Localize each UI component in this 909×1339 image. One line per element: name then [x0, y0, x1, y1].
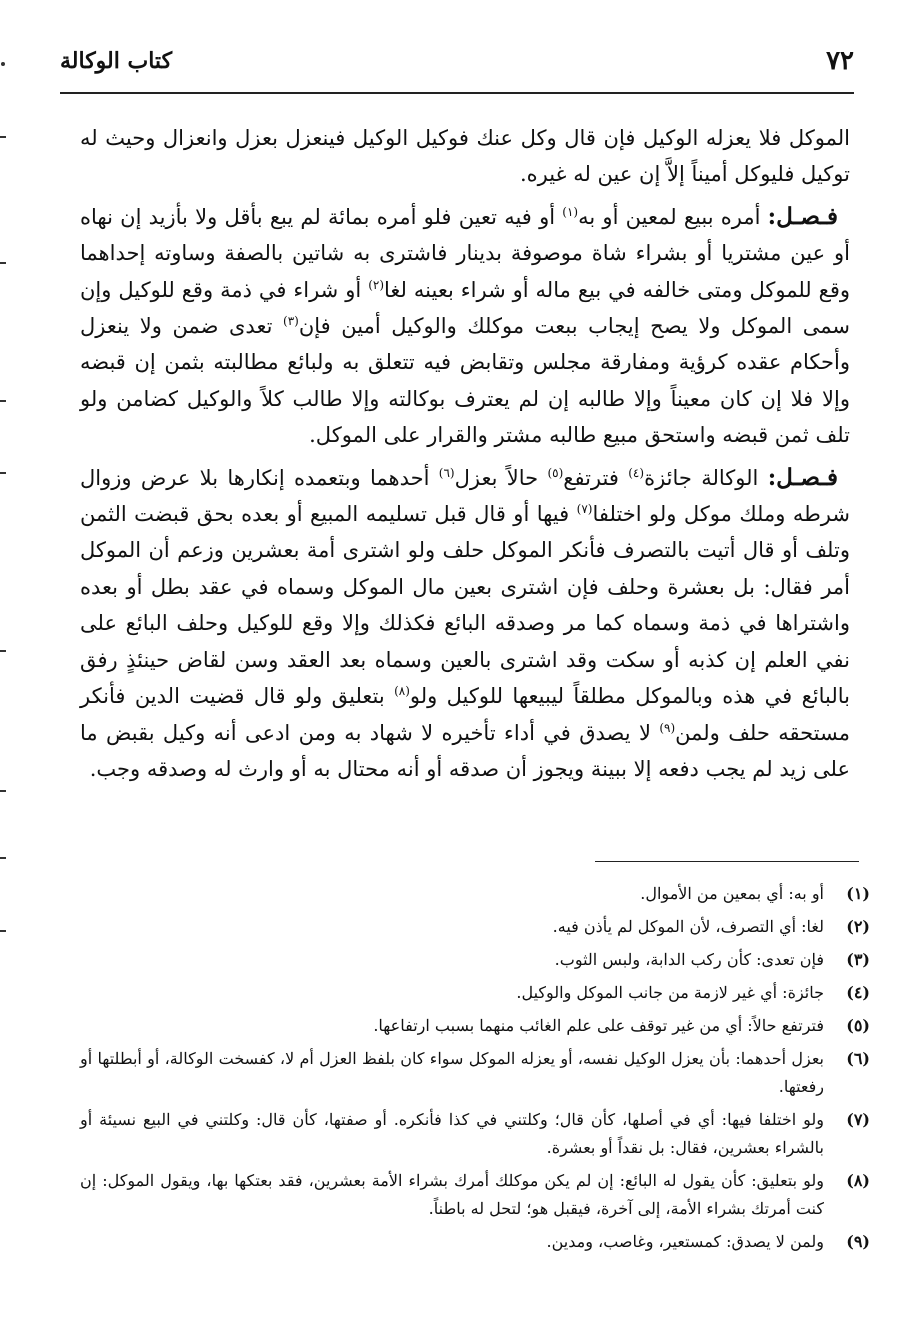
paragraph-2-text-b: أو فيه تعين فلو أمره بمائة لم يبع بأقل ولا بأزيد إن نهاه أو عين مشتريا أو بشراء شاة موصوفة بدينار فاشترى به شاتين بالصفة وساوته إحداهما وقع للموكل ومتى خالفه في بيع ماله أو شراء بعينه لغا [80, 204, 850, 302]
margin-mark [0, 400, 6, 402]
paragraph-1: الموكل فلا يعزله الوكيل فإن قال وكل عنك فوكيل الوكيل فينعزل بعزل وانعزال وحيث له توكيل فليوكل أميناً إلاَّ إن عين له غيره. [80, 126, 850, 187]
footnote [80, 1045, 870, 1101]
margin-mark [0, 262, 6, 264]
footnote-number: (٢) [846, 917, 870, 936]
footnote [80, 1167, 870, 1223]
footnote-separator [595, 861, 859, 862]
paragraph-3-text-c: حالاً بعزل [454, 465, 539, 490]
margin-mark [0, 857, 6, 859]
footnote-ref-2: (٢) [368, 277, 385, 292]
footnote-text: جائزة: أي غير لازمة من جانب الموكل والوكيل. [516, 983, 824, 1002]
footnote-number: (٩) [846, 1232, 870, 1251]
section-heading: فـصـل: [767, 463, 839, 491]
footnote [80, 1106, 870, 1162]
footnote-text: فترتفع حالاً: أي من غير توقف على علم الغائب منهما بسبب ارتفاعها. [373, 1016, 824, 1035]
footnote-ref-3: (٣) [283, 314, 299, 329]
main-text [80, 120, 850, 793]
footnote-ref-7: (٧) [576, 502, 593, 517]
page-header [60, 44, 854, 90]
paragraph-2-text-d: تعدى ضمن ولا ينعزل وأحكام عقده كرؤية ومفارقة مجلس وتقابض فيه تتعلق به ولبائع مطالبته بثمن إن قبضه وإلا فلا إن كان معيناً وإلا طالبه إن لم يعترف بوكالته وإلا طالب كلاً والوكيل كضامن ولو تلف ثمن قبضه واستحق مبيع طالبه مشتر والقرار على الموكل. [80, 314, 850, 448]
paragraph-3-text-f: بتعليق ولو قال قضيت الدين فأنكر مستحقه حلف ولمن [80, 684, 850, 745]
footnote-number: (٣) [846, 950, 870, 969]
page-number: ٧٢ [826, 46, 854, 76]
margin-mark [0, 650, 6, 652]
paragraph-2-text-c: أو شراء في ذمة وقع للوكيل وإن سمى الموكل ولا يصح إيجاب ببعت موكلك والوكيل أمين فإن [80, 277, 850, 339]
footnote-text: ولمن لا يصدق: كمستعير، وغاصب، ومدين. [546, 1232, 824, 1251]
footnote-number: (٦) [846, 1049, 870, 1068]
footnote-text: أو به: أي بمعين من الأموال. [640, 884, 824, 903]
footnote-number: (١) [846, 884, 870, 903]
footnote-text: بعزل أحدهما: بأن يعزل الوكيل نفسه، أو يعزله الموكل سواء كان بلفظ العزل أم لا، كفسخت الوكالة، أو أبطلتها أو رفعتها. [80, 1049, 824, 1096]
footnote-ref-6: (٦) [438, 465, 455, 480]
footnote [80, 946, 870, 974]
footnote-ref-1: (١) [562, 204, 579, 219]
footnote-number: (٨) [846, 1171, 870, 1190]
margin-dot [1, 62, 5, 66]
footnote-number: (٧) [846, 1110, 870, 1129]
footnote-ref-5: (٥) [547, 465, 564, 480]
paragraph-3-text-d: أحدهما وبتعمده إنكارها بلا عرض وزوال شرطه وملك موكل ولو اختلفا [80, 465, 850, 527]
margin-mark [0, 472, 6, 474]
footnote-ref-8: (٨) [394, 684, 410, 699]
paragraph-3-text-e: فيها أو قال قبل تسليمه المبيع أو بعده بحق قبضت الثمن وتلف أو قال أتيت بالتصرف فأنكر الموكل حلف ولو اشترى أمة بعشرين وزعم أن الموكل أمر فقال: بل بعشرة وحلف فإن اشترى بعين مال الموكل وسماه في عقد بطل أو بعده واشتراها في ذمة وسماه كما مر وصدقه البائع فكذلك وإلا وقع للوكيل وحلف البائع على نفي العلم إن كذبه أو سكت وقد اشترى بالعين وسماه بعد العقد وسن لقاض حينئذٍ رفق بالبائع في هذه وبالموكل مطلقاً ليبيعها للوكيل ولو [80, 502, 850, 709]
header-rule [60, 92, 854, 94]
footnote-text: لغا: أي التصرف، لأن الموكل لم يأذن فيه. [552, 917, 824, 936]
paragraph-2-text-a: أمره ببيع لمعين أو به [578, 204, 761, 229]
footnote-text: فإن تعدى: كأن ركب الدابة، ولبس الثوب. [554, 950, 824, 969]
footnote-ref-9: (٩) [659, 720, 676, 735]
paragraph-3 [80, 460, 850, 788]
footnote-text: ولو اختلفا فيها: أي في أصلها، كأن قال؛ وكلتني في كذا فأنكره. أو صفتها، كأن قال: وكلتني في البيع نسيئة أو بالشراء بعشرين، فقال: بل نقداً أو بعشرة. [80, 1110, 824, 1157]
section-heading: فـصـل: [767, 202, 838, 230]
footnote [80, 1228, 870, 1256]
footnote [80, 1012, 870, 1040]
book-title: كتاب الوكالة [60, 48, 173, 74]
footnote [80, 979, 870, 1007]
footnote-ref-4: (٤) [628, 465, 645, 480]
footnote [80, 880, 870, 908]
margin-mark [0, 930, 6, 932]
paragraph-3-text-a: الوكالة جائزة [644, 465, 759, 490]
footnotes [80, 880, 870, 1261]
footnote [80, 913, 870, 941]
paragraph-3-text-g: لا يصدق في أداء تأخيره لا شهاد به ومن ادعى أنه وكيل بقبض ما على زيد لم يجب دفعه إلا ببينة ويجوز أن صدقه أو أنه محتال به أو وارث له وصدقه وجب. [80, 720, 850, 781]
footnote-number: (٤) [846, 983, 870, 1002]
paragraph-2 [80, 199, 850, 454]
margin-mark [0, 136, 6, 138]
paragraph-3-text-b: فترتفع [563, 465, 619, 490]
footnote-number: (٥) [846, 1016, 870, 1035]
margin-mark [0, 790, 6, 792]
footnote-text: ولو بتعليق: كأن يقول له البائع: إن لم يكن موكلك أمرك بشراء الأمة بعشرين، فقد بعتكها بها، ويقول الموكل: إن كنت أمرتك بشراء الأمة، إلى آخرة، فيقبل هو؛ لتحل له باطناً. [80, 1171, 824, 1218]
